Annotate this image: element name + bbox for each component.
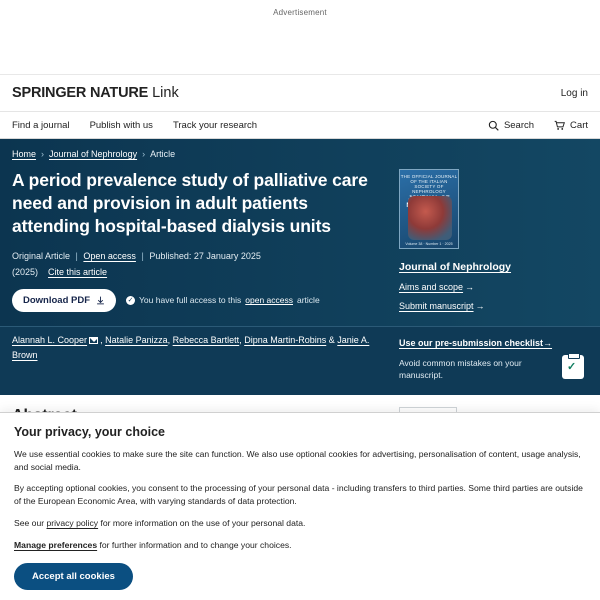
cookie-paragraph-2: By accepting optional cookies, you consent to the processing of your personal data - including transfers to third parties. Some third parties are outside of the European Economic Area, with varying standards of data protection.	[14, 483, 583, 507]
journal-cover-top-line: THE OFFICIAL JOURNAL OF THE ITALIAN SOCIETY OF NEPHROLOGY	[400, 174, 458, 194]
author-names: Alannah L. Cooper , Natalie Panizza, Rebecca Bartlett, Dipna Martin-Robins & Janie A. Brown	[12, 334, 370, 360]
nav-find-a-journal[interactable]: Find a journal	[12, 119, 70, 131]
journal-cover-image[interactable]	[399, 169, 459, 249]
advertisement-label: Advertisement	[273, 8, 327, 17]
pre-submission-checklist-label: Use our pre-submission checklist	[399, 337, 544, 348]
author-link-1[interactable]: Alannah L. Cooper	[12, 334, 88, 345]
aims-and-scope-label: Aims and scope	[399, 282, 464, 292]
cookie-paragraph-1: We use essential cookies to make sure the site can function. We also use optional cookies for advertising, personalisation of content, usage analysis, and social media.	[14, 448, 581, 472]
cookie-paragraph-3	[14, 517, 586, 530]
breadcrumb	[12, 149, 588, 159]
author-link-4[interactable]: Dipna Martin-Robins	[244, 334, 327, 345]
cart-icon	[554, 120, 565, 131]
article-meta-line	[12, 250, 387, 264]
breadcrumb-separator-2: ›	[142, 149, 146, 159]
search-button[interactable]	[488, 120, 534, 131]
cookie-p3-suffix: for more information on the use of your personal data.	[100, 518, 306, 529]
meta-separator-1: |	[75, 251, 78, 262]
breadcrumb-journal[interactable]: Journal of Nephrology	[49, 149, 138, 159]
publication-year: (2025)	[12, 266, 39, 277]
access-note-suffix: article	[297, 295, 320, 306]
cookie-paragraph-4	[14, 539, 586, 552]
checklist-description: Avoid common mistakes on your manuscript.	[399, 357, 522, 381]
email-icon[interactable]	[89, 337, 98, 344]
journal-cover-bottom-line: Volume 38 · Number 1 · 2025	[405, 242, 453, 246]
nav-publish-with-us[interactable]: Publish with us	[89, 119, 153, 131]
aims-and-scope-link[interactable]	[399, 282, 584, 292]
pre-submission-checklist-link[interactable]	[399, 338, 552, 348]
cookie-banner-title: Your privacy, your choice	[14, 424, 165, 439]
download-pdf-label: Download PDF	[23, 294, 91, 306]
pre-submission-checklist	[399, 333, 584, 382]
authors-list	[12, 333, 387, 382]
authors-columns	[12, 333, 588, 382]
checklist-row	[399, 351, 584, 382]
manage-preferences-link[interactable]: Manage preferences	[14, 540, 98, 551]
authors-band	[0, 326, 600, 396]
brand-bar	[0, 75, 600, 111]
breadcrumb-home[interactable]: Home	[12, 149, 37, 159]
advertisement-slot	[0, 0, 600, 75]
login-link[interactable]: Log in	[560, 87, 588, 99]
article-header-main	[12, 169, 387, 312]
search-icon	[488, 120, 499, 131]
page-title: A period prevalence study of palliative care need and provision in adult patients attending hospital-based dialysis units	[12, 170, 368, 237]
author-link-5[interactable]: Janie A. Brown	[12, 334, 370, 360]
check-icon: ✓	[127, 296, 134, 304]
cart-label: Cart	[570, 119, 588, 131]
download-pdf-button[interactable]	[12, 289, 116, 312]
main-navigation	[0, 111, 600, 139]
breadcrumb-current: Article	[150, 149, 176, 159]
submit-manuscript-label: Submit manuscript	[399, 301, 474, 311]
article-meta-line-2	[12, 267, 387, 277]
cookie-p3-prefix: See our	[14, 518, 45, 529]
springer-nature-wordmark: SPRINGER NATURE	[12, 85, 149, 101]
cookie-consent-banner	[0, 412, 600, 600]
article-header-columns	[12, 169, 588, 312]
authors-ampersand: &	[328, 334, 335, 345]
article-type: Original Article	[12, 251, 71, 262]
access-note	[126, 295, 320, 305]
search-label: Search	[503, 119, 535, 131]
arrow-right-icon-3: →	[543, 337, 553, 348]
link-wordmark: Link	[152, 85, 179, 101]
nav-track-your-research[interactable]: Track your research	[172, 119, 258, 131]
cookie-p4-suffix: for further information and to change your choices.	[99, 540, 292, 551]
journal-title-link[interactable]: Journal of Nephrology	[399, 261, 512, 273]
arrow-right-icon-2: →	[475, 301, 485, 311]
author-link-3[interactable]: Rebecca Bartlett	[172, 334, 240, 345]
published-label: Published:	[149, 251, 192, 262]
access-note-prefix: You have full access to this	[139, 295, 242, 306]
clipboard-check-icon	[562, 355, 584, 379]
cite-this-article-link[interactable]: Cite this article	[48, 266, 108, 277]
published-date: 27 January 2025	[193, 251, 261, 262]
download-row	[12, 289, 387, 312]
springer-nature-link-logo[interactable]	[12, 85, 179, 101]
open-access-link[interactable]: Open access	[83, 251, 136, 262]
author-link-2[interactable]: Natalie Panizza	[105, 334, 168, 345]
journal-cover-artwork	[408, 196, 452, 240]
access-note-link[interactable]: open access	[245, 295, 293, 306]
submit-manuscript-link[interactable]	[399, 301, 584, 311]
download-icon	[96, 296, 105, 305]
article-header	[0, 139, 600, 326]
cart-button[interactable]	[554, 120, 588, 131]
meta-separator-2: |	[141, 251, 144, 262]
privacy-policy-link[interactable]: privacy policy	[46, 518, 99, 529]
arrow-right-icon: →	[465, 282, 475, 292]
breadcrumb-separator-1: ›	[41, 149, 45, 159]
accept-all-cookies-button[interactable]: Accept all cookies	[14, 563, 133, 590]
journal-panel	[399, 169, 584, 312]
